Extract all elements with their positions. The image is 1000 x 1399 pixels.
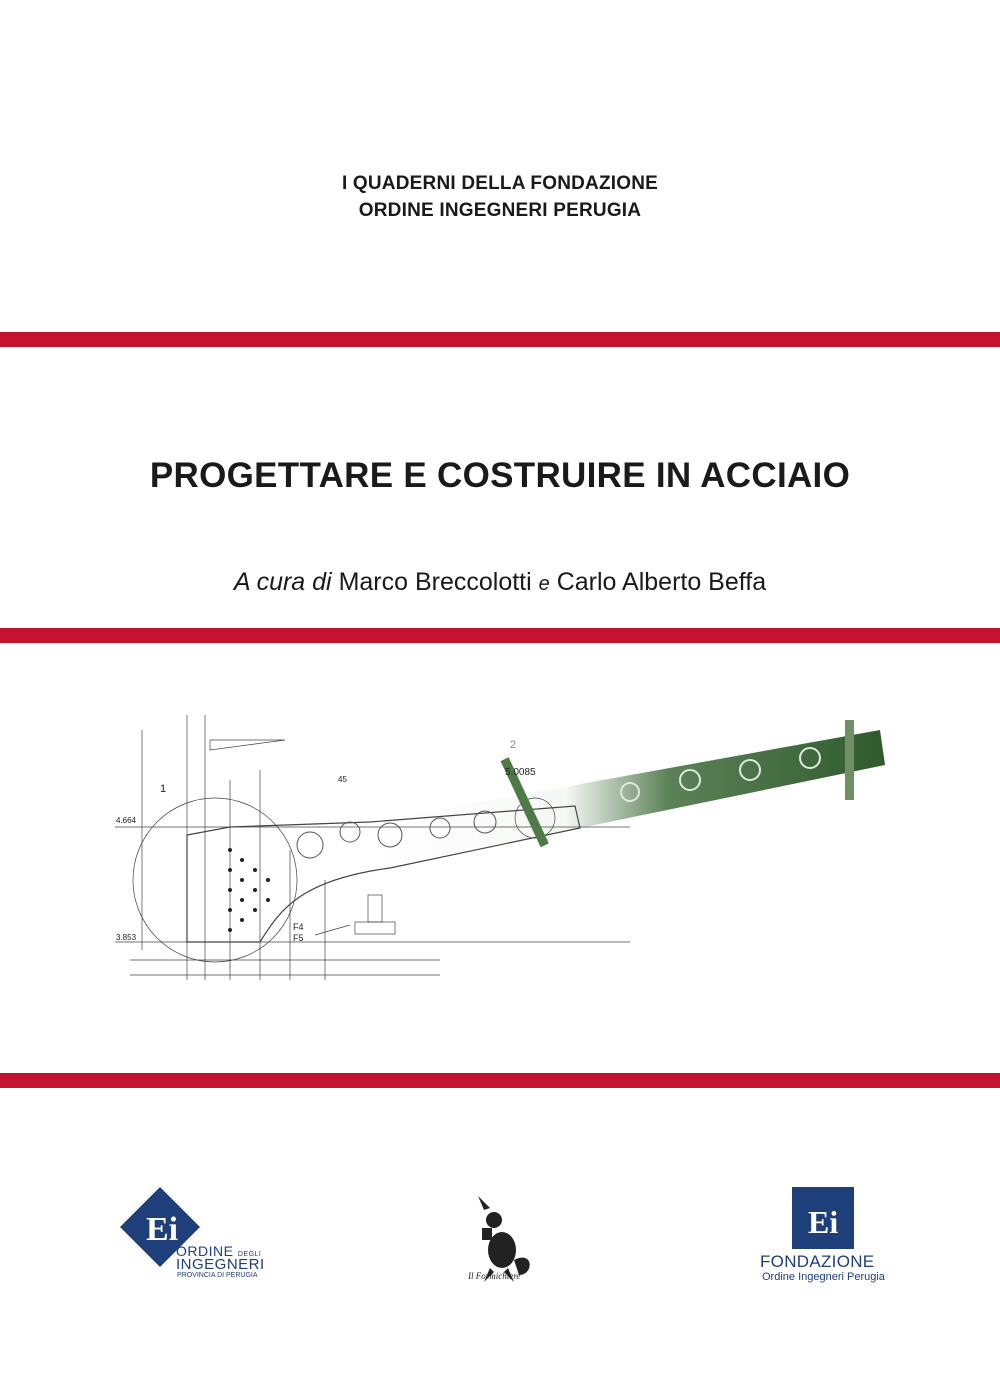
fondazione-subtitle: Ordine Ingegneri Perugia <box>762 1271 885 1283</box>
editor-name-1: Marco Breccolotti <box>338 568 532 596</box>
cover-illustration <box>110 710 890 990</box>
ordine-label: ORDINE DEGLI <box>176 1243 262 1259</box>
drawing-lines <box>115 715 630 980</box>
series-line-2: ORDINE INGEGNERI PERUGIA <box>358 200 642 221</box>
red-rule-bottom <box>0 1073 1000 1088</box>
red-rule-top <box>0 332 1000 347</box>
clamp-plate-2 <box>845 720 854 800</box>
book-title: PROGETTARE E COSTRUIRE IN ACCIAIO <box>149 456 851 495</box>
editors-line <box>0 568 1000 597</box>
editors-prefix: A cura di <box>233 568 332 596</box>
svg-text:Ei: Ei <box>808 1204 839 1240</box>
red-rule-middle <box>0 628 1000 643</box>
editor-name-2: Carlo Alberto Beffa <box>556 568 767 596</box>
level-top-label: 4.664 <box>116 816 137 825</box>
bolt-pattern <box>228 848 270 932</box>
series-line-1: I QUADERNI DELLA FONDAZIONE <box>341 173 659 194</box>
svg-text:Ei: Ei <box>146 1211 179 1248</box>
provincia-label: PROVINCIA DI PERUGIA <box>177 1272 258 1279</box>
ingegneri-label: INGEGNERI <box>176 1256 265 1273</box>
series-title <box>0 170 1000 224</box>
mark-1-label: 1 <box>160 783 167 795</box>
f5-label: F5 <box>293 933 304 943</box>
dim-main-label: 5.0085 <box>505 767 536 778</box>
mark-45-label: 45 <box>338 775 347 784</box>
level-bottom-label: 3.853 <box>116 933 137 942</box>
f4-label: F4 <box>293 922 304 932</box>
steel-beam <box>370 730 885 868</box>
editors-conjunction: e <box>538 573 550 595</box>
mark-2-label: 2 <box>510 739 517 751</box>
formichiere-label: Il Formichiere <box>468 1271 521 1281</box>
fondazione-label: FONDAZIONE <box>760 1252 875 1271</box>
